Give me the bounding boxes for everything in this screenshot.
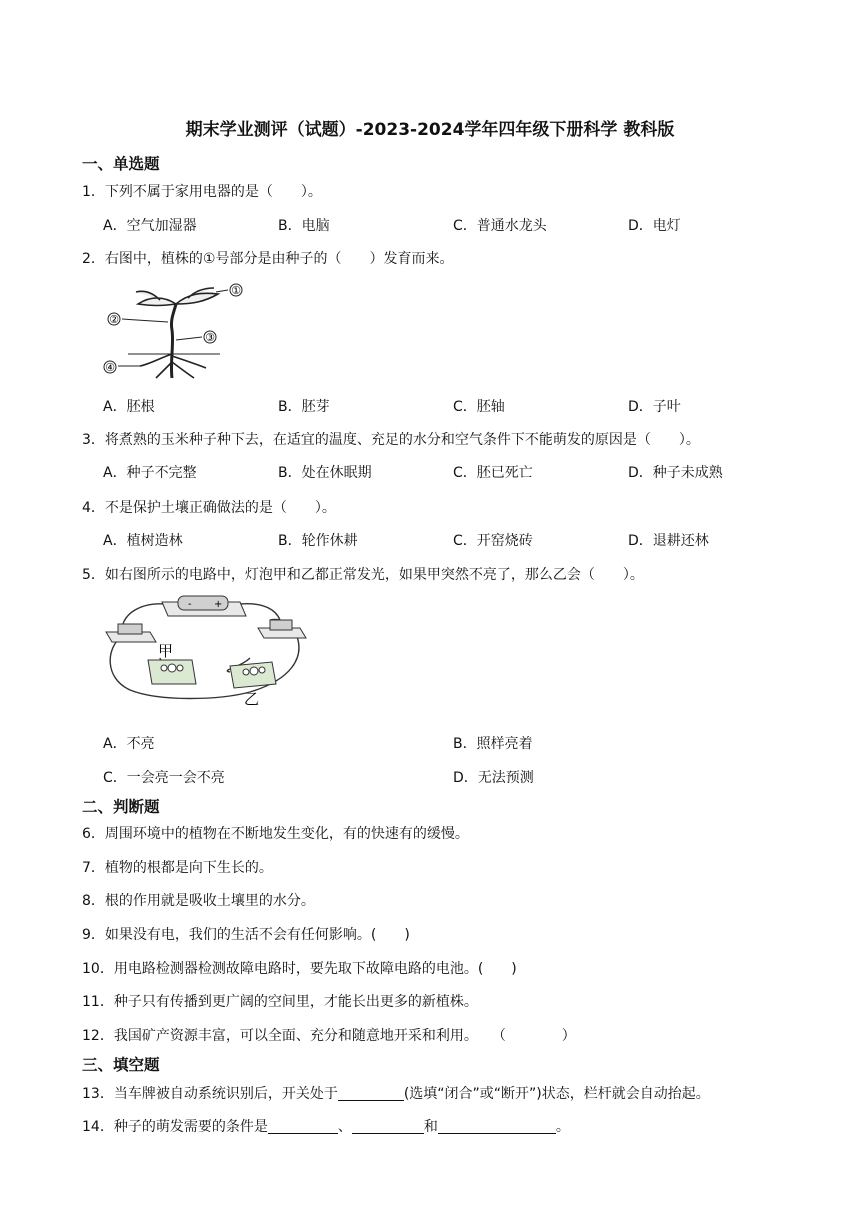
label-yi: 乙	[244, 690, 260, 708]
section-heading-single-choice: 一、单选题	[82, 155, 160, 173]
q1-option-d: D．电灯	[628, 218, 681, 234]
q2-option-a: A．胚根	[103, 399, 155, 415]
question-13	[82, 1083, 710, 1103]
label-jia: 甲	[158, 642, 174, 660]
q3-option-b: B．处在休眠期	[278, 465, 372, 481]
q3-option-a: A．种子不完整	[103, 465, 197, 481]
leader-1	[216, 290, 228, 292]
circuit-figure	[100, 588, 310, 708]
battery-plus: +	[214, 599, 223, 610]
question-2-stem: 2．右图中，植株的①号部分是由种子的（ ）发育而来。	[82, 251, 454, 267]
plant-label-4: ④	[105, 361, 115, 374]
plant-leaves	[136, 288, 218, 306]
q1-option-b: B．电脑	[278, 218, 330, 234]
question-1-stem: 1．下列不属于家用电器的是（ ）。	[82, 184, 322, 200]
q14-text-after: 。	[555, 1119, 570, 1135]
question-14	[82, 1116, 570, 1136]
q13-text-after: (选填“闭合”或“断开”)状态，栏杆就会自动抬起。	[403, 1086, 710, 1102]
bulb-yi	[230, 662, 276, 688]
question-3-stem: 3．将煮熟的玉米种子种下去，在适宜的温度、充足的水分和空气条件下不能萌发的原因是（ ）。	[82, 432, 700, 448]
q5-option-d: D．无法预测	[453, 770, 534, 786]
question-12: 12．我国矿产资源丰富，可以全面、充分和随意地开采和利用。 （ ）	[82, 1028, 576, 1044]
q2-option-b: B．胚芽	[278, 399, 330, 415]
q13-blank[interactable]	[338, 1085, 404, 1101]
q3-option-c: C．胚已死亡	[453, 465, 533, 481]
q1-option-c: C．普通水龙头	[453, 218, 547, 234]
q3-option-d: D．种子未成熟	[628, 465, 723, 481]
battery-minus: -	[188, 599, 192, 610]
q2-option-d: D．子叶	[628, 399, 681, 415]
page-title: 期末学业测评（试题）-2023-2024学年四年级下册科学 教科版	[185, 120, 675, 140]
question-4-stem: 4．不是保护土壤正确做法的是（ ）。	[82, 500, 336, 516]
question-11: 11．种子只有传播到更广阔的空间里，才能长出更多的新植株。	[82, 994, 478, 1010]
q14-sep-1: 、	[337, 1119, 352, 1135]
q2-option-c: C．胚轴	[453, 399, 505, 415]
q4-option-c: C．开窑烧砖	[453, 533, 533, 549]
q14-sep-2: 和	[423, 1119, 438, 1135]
question-6: 6．周围环境中的植物在不断地发生变化，有的快速有的缓慢。	[82, 826, 469, 842]
q5-option-c: C．一会亮一会不亮	[103, 770, 225, 786]
question-5-stem: 5．如右图所示的电路中，灯泡甲和乙都正常发光，如果甲突然不亮了，那么乙会（ ）。	[82, 567, 644, 583]
q5-option-a: A．不亮	[103, 736, 155, 752]
plant-stem	[171, 304, 176, 378]
q13-text-before: 13．当车牌被自动系统识别后，开关处于	[82, 1086, 338, 1102]
question-8: 8．根的作用就是吸收土壤里的水分。	[82, 893, 315, 909]
q4-option-d: D．退耕还林	[628, 533, 709, 549]
question-7: 7．植物的根都是向下生长的。	[82, 860, 273, 876]
q14-blank-2[interactable]	[352, 1118, 424, 1134]
q4-option-a: A．植树造林	[103, 533, 183, 549]
plant-figure	[100, 282, 250, 380]
section-heading-fill-blank: 三、填空题	[82, 1056, 160, 1074]
q1-option-a: A．空气加湿器	[103, 218, 197, 234]
battery-holder	[162, 596, 246, 616]
section-heading-true-false: 二、判断题	[82, 798, 160, 816]
plant-label-3: ③	[205, 331, 215, 344]
leader-2	[122, 319, 168, 322]
question-10: 10．用电路检测器检测故障电路时，要先取下故障电路的电池。( )	[82, 961, 517, 977]
question-9: 9．如果没有电，我们的生活不会有任何影响。( )	[82, 927, 410, 943]
q14-blank-3[interactable]	[438, 1118, 556, 1134]
plant-label-1: ①	[231, 284, 241, 297]
leader-3	[176, 337, 202, 340]
bulb-jia	[148, 660, 196, 684]
q4-option-b: B．轮作休耕	[278, 533, 358, 549]
switch-left	[106, 624, 156, 642]
q5-option-b: B．照样亮着	[453, 736, 533, 752]
q14-text-before: 14．种子的萌发需要的条件是	[82, 1119, 268, 1135]
plant-label-2: ②	[109, 313, 119, 326]
q14-blank-1[interactable]	[268, 1118, 338, 1134]
switch-right	[258, 620, 306, 638]
